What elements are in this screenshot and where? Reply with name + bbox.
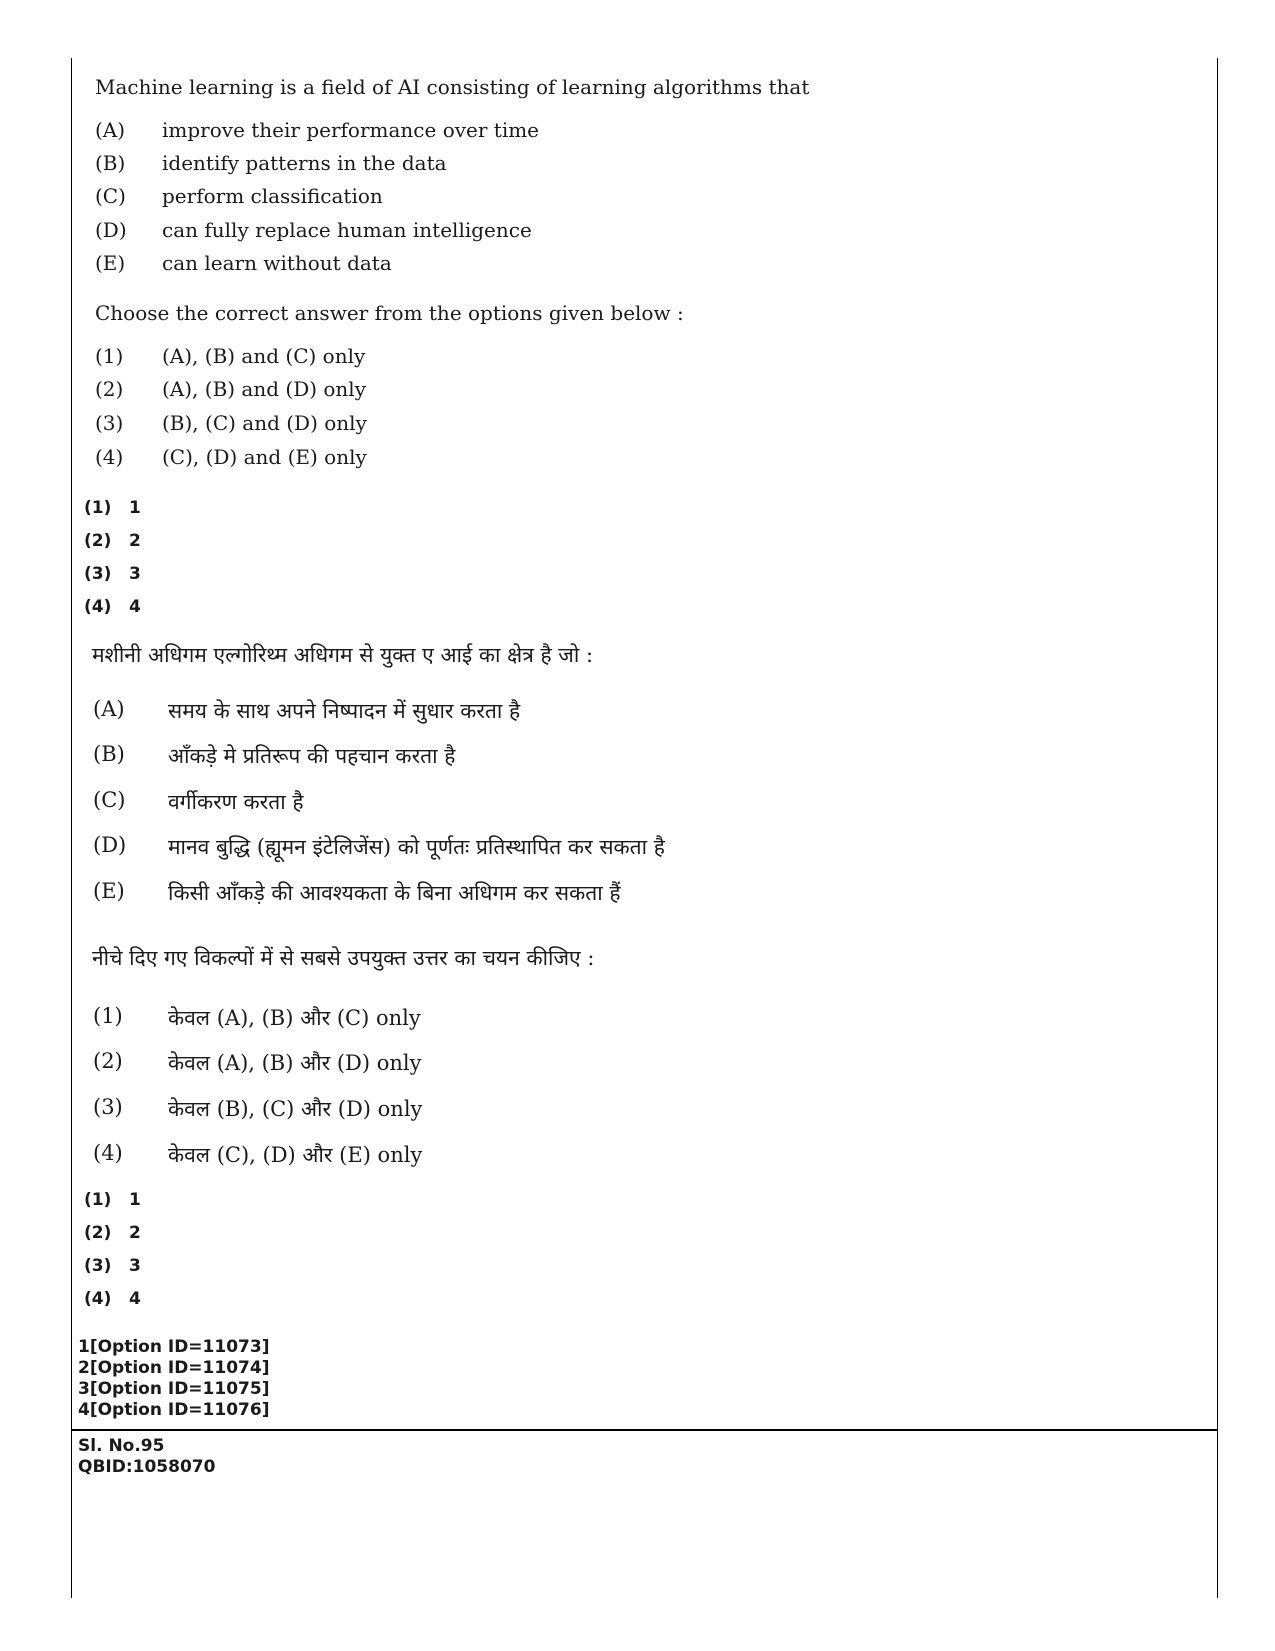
answer-label: (4) (84, 597, 112, 617)
choice-label: (4) (93, 1141, 123, 1165)
answer-value: 1 (129, 1190, 141, 1210)
answer-label: (1) (84, 498, 112, 518)
choice-text: (C), (D) and (E) only (162, 445, 367, 469)
option-id: 2[Option ID=11074] (78, 1358, 270, 1378)
option-id: 3[Option ID=11075] (78, 1379, 270, 1399)
question-text-hindi: मशीनी अधिगम एल्गोरिथ्म अधिगम से युक्त ए आई का क्षेत्र है जो : (92, 643, 594, 667)
statement-label: (A) (95, 118, 126, 142)
instruction-hindi: नीचे दिए गए विकल्पों में से सबसे उपयुक्त उत्तर का चयन कीजिए : (92, 946, 595, 970)
choice-text: केवल (A), (B) और (C) only (168, 1006, 421, 1030)
choice-label: (1) (93, 1004, 123, 1028)
statement-label: (E) (93, 879, 125, 903)
statement-label: (C) (93, 788, 126, 812)
choice-label: (1) (95, 344, 124, 368)
question-divider (71, 1429, 1218, 1431)
left-border (71, 58, 72, 1598)
answer-value: 4 (129, 597, 141, 617)
answer-label: (4) (84, 1289, 112, 1309)
choice-text: केवल (A), (B) और (D) only (168, 1051, 422, 1075)
statement-text: समय के साथ अपने निष्पादन में सुधार करता है (168, 699, 521, 723)
statement-text: can fully replace human intelligence (162, 218, 532, 242)
statement-text: आँकड़े मे प्रतिरूप की पहचान करता है (168, 744, 456, 768)
answer-value: 4 (129, 1289, 141, 1309)
choice-text: (B), (C) and (D) only (162, 411, 367, 435)
answer-label: (2) (84, 531, 112, 551)
instruction-english: Choose the correct answer from the options given below : (95, 301, 684, 325)
statement-label: (B) (95, 151, 126, 175)
statement-text: perform classification (162, 184, 383, 208)
answer-value: 3 (129, 1256, 141, 1276)
choice-label: (2) (95, 377, 124, 401)
statement-text: मानव बुद्धि (ह्यूमन इंटेलिजेंस) को पूर्णतः प्रतिस्थापित कर सकता है (168, 835, 665, 859)
serial-number: Sl. No.95 (78, 1436, 165, 1456)
answer-value: 2 (129, 531, 141, 551)
choice-text: (A), (B) and (C) only (162, 344, 366, 368)
choice-text: (A), (B) and (D) only (162, 377, 367, 401)
statement-label: (C) (95, 184, 126, 208)
choice-label: (4) (95, 445, 124, 469)
right-border (1217, 58, 1218, 1598)
choice-label: (3) (93, 1095, 123, 1119)
statement-text: identify patterns in the data (162, 151, 447, 175)
choice-label: (2) (93, 1049, 123, 1073)
question-text-english: Machine learning is a field of AI consisting of learning algorithms that (95, 75, 810, 99)
answer-label: (3) (84, 1256, 112, 1276)
answer-label: (3) (84, 564, 112, 584)
statement-text: can learn without data (162, 251, 392, 275)
option-id: 1[Option ID=11073] (78, 1337, 270, 1357)
choice-label: (3) (95, 411, 124, 435)
statement-text: वर्गीकरण करता है (168, 790, 304, 814)
choice-text: केवल (B), (C) और (D) only (168, 1097, 423, 1121)
answer-value: 3 (129, 564, 141, 584)
statement-label: (D) (95, 218, 127, 242)
option-id: 4[Option ID=11076] (78, 1400, 270, 1420)
answer-value: 2 (129, 1223, 141, 1243)
qbid: QBID:1058070 (78, 1457, 216, 1477)
statement-label: (D) (93, 833, 127, 857)
statement-label: (A) (93, 697, 125, 721)
statement-label: (E) (95, 251, 126, 275)
answer-label: (2) (84, 1223, 112, 1243)
answer-label: (1) (84, 1190, 112, 1210)
statement-text: किसी आँकड़े की आवश्यकता के बिना अधिगम कर सकता हैं (168, 881, 621, 905)
statement-label: (B) (93, 742, 125, 766)
statement-text: improve their performance over time (162, 118, 540, 142)
choice-text: केवल (C), (D) और (E) only (168, 1143, 423, 1167)
answer-value: 1 (129, 498, 141, 518)
